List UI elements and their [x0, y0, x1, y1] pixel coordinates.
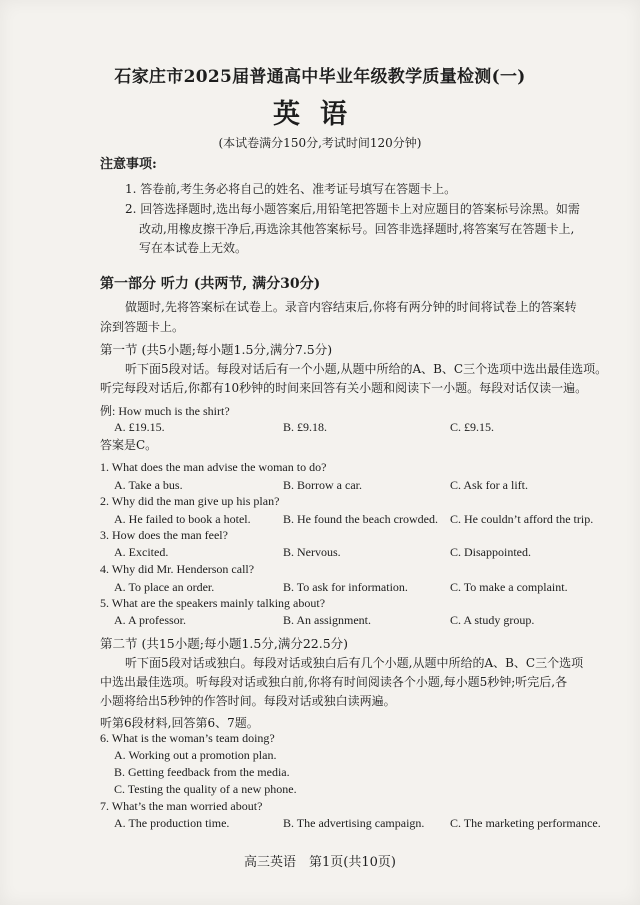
question-6-option-a: A. Working out a promotion plan. — [114, 748, 277, 762]
exam-note: (本试卷满分150分,考试时间120分钟) — [218, 136, 422, 150]
question-7: 7. What’s the man worried about? — [100, 799, 263, 813]
question-5-option-b: B. An assignment. — [283, 613, 372, 627]
notice-heading: 注意事项: — [100, 157, 157, 172]
notice-item-2-line-1: 2. 回答选择题时,选出每小题答案后,用铅笔把答题卡上对应题目的答案标号涂黑。如需 — [125, 202, 580, 216]
question-7-option-b: B. The advertising campaign. — [283, 816, 425, 830]
part-1-intro-line-2: 涂到答题卡上。 — [100, 320, 185, 334]
section-2-instructions-line-2: 中选出最佳选项。听每段对话或独白前,你将有时间阅读各个小题,每小题5秒钟;听完后,各 — [100, 675, 568, 689]
notice-item-1: 1. 答卷前,考生务必将自己的姓名、准考证号填写在答题卡上。 — [125, 182, 457, 196]
question-2-option-b: B. He found the beach crowded. — [283, 512, 438, 526]
question-1-option-b: B. Borrow a car. — [283, 478, 362, 492]
question-1: 1. What does the man advise the woman to do? — [100, 460, 327, 474]
section-1-instructions-line-1: 听下面5段对话。每段对话后有一个小题,从题中所给的A、B、C三个选项中选出最佳选项。 — [125, 362, 608, 376]
question-5-option-c: C. A study group. — [450, 613, 535, 627]
question-1-option-a: A. Take a bus. — [114, 478, 183, 492]
question-6-option-c: C. Testing the quality of a new phone. — [114, 782, 297, 796]
question-4-option-a: A. To place an order. — [114, 580, 215, 594]
question-5: 5. What are the speakers mainly talking about? — [100, 596, 326, 610]
part-1-intro-line-1: 做题时,先将答案标在试卷上。录音内容结束后,你将有两分钟的时间将试卷上的答案转 — [125, 300, 577, 314]
example-answer: 答案是C。 — [100, 438, 158, 452]
notice-item-2-line-2: 改动,用橡皮擦干净后,再选涂其他答案标号。回答非选择题时,将答案写在答题卡上, — [139, 222, 575, 236]
page-footer: 高三英语 第1页(共10页) — [244, 855, 396, 870]
example-option-a: A. £19.15. — [114, 420, 165, 434]
question-3: 3. How does the man feel? — [100, 528, 228, 542]
question-2-option-a: A. He failed to book a hotel. — [114, 512, 251, 526]
subject-title: 英语 — [273, 99, 367, 130]
section-2-heading: 第二节 (共15小题;每小题1.5分,满分22.5分) — [100, 636, 349, 651]
question-3-option-c: C. Disappointed. — [450, 545, 531, 559]
example-option-b: B. £9.18. — [283, 420, 328, 434]
example-question: 例: How much is the shirt? — [100, 404, 230, 418]
question-6-option-b: B. Getting feedback from the media. — [114, 765, 290, 779]
question-4-option-b: B. To ask for information. — [283, 580, 408, 594]
question-4-option-c: C. To make a complaint. — [450, 580, 568, 594]
question-1-option-c: C. Ask for a lift. — [450, 478, 528, 492]
question-3-option-a: A. Excited. — [114, 545, 169, 559]
exam-title: 石家庄市2025届普通高中毕业年级教学质量检测(一) — [114, 67, 526, 87]
question-2-option-c: C. He couldn’t afford the trip. — [450, 512, 594, 526]
question-2: 2. Why did the man give up his plan? — [100, 494, 280, 508]
section-1-heading: 第一节 (共5小题;每小题1.5分,满分7.5分) — [100, 342, 333, 357]
question-7-option-c: C. The marketing performance. — [450, 816, 601, 830]
section-2-instructions-line-3: 小题将给出5秒钟的作答时间。每段对话或独白读两遍。 — [100, 694, 396, 708]
example-option-c: C. £9.15. — [450, 420, 495, 434]
question-3-option-b: B. Nervous. — [283, 545, 341, 559]
question-6: 6. What is the woman’s team doing? — [100, 731, 275, 745]
section-1-instructions-line-2: 听完每段对话后,你都有10秒钟的时间来回答有关小题和阅读下一小题。每段对话仅读一遍。 — [100, 381, 588, 395]
question-4: 4. Why did Mr. Henderson call? — [100, 562, 255, 576]
section-2-instructions-line-1: 听下面5段对话或独白。每段对话或独白后有几个小题,从题中所给的A、B、C三个选项 — [125, 656, 584, 670]
notice-item-2-line-3: 写在本试卷上无效。 — [139, 241, 248, 255]
question-5-option-a: A. A professor. — [114, 613, 186, 627]
question-7-option-a: A. The production time. — [114, 816, 230, 830]
part-1-heading: 第一部分 听力 (共两节, 满分30分) — [100, 276, 321, 292]
material-6-note: 听第6段材料,回答第6、7题。 — [100, 716, 259, 730]
